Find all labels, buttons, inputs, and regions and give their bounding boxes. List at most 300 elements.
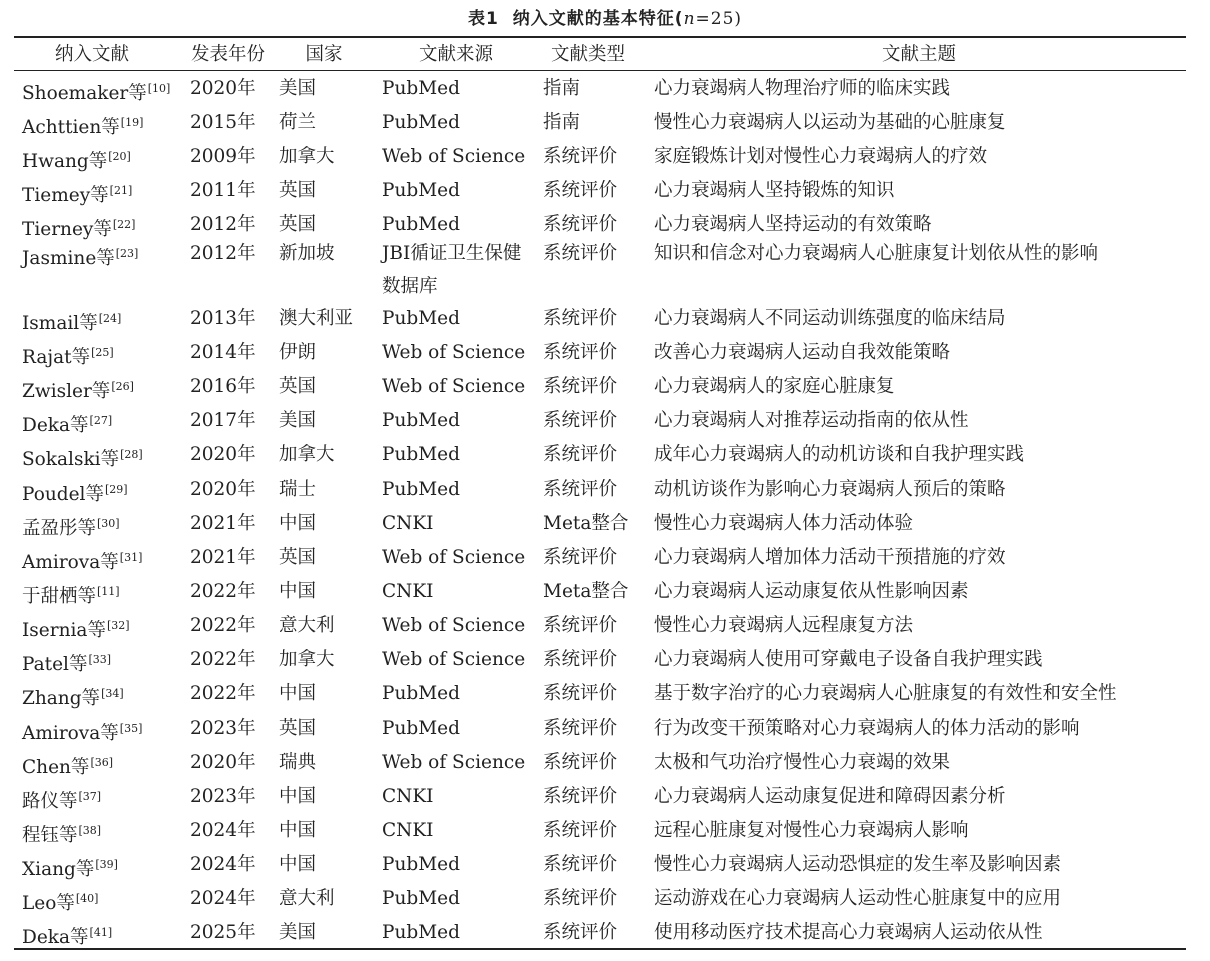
cell-country bbox=[279, 210, 316, 240]
sample-size-value: =25) bbox=[695, 9, 743, 29]
cell-topic bbox=[654, 748, 950, 778]
cell-author bbox=[22, 475, 128, 510]
cell-source-text: CNKI bbox=[382, 820, 434, 841]
cell-topic-text: 动机访谈作为影响心力衰竭病人预后的策略 bbox=[654, 479, 1006, 500]
cell-country-text: 中国 bbox=[279, 513, 317, 534]
cell-country bbox=[279, 372, 316, 402]
citation-reference: [33] bbox=[88, 653, 112, 666]
cell-source bbox=[382, 577, 433, 607]
cell-type-text: Meta整合 bbox=[543, 581, 629, 602]
table-row bbox=[0, 918, 1210, 952]
cell-country bbox=[279, 142, 335, 172]
table-row bbox=[0, 645, 1210, 679]
cell-topic-text: 慢性心力衰竭病人体力活动体验 bbox=[654, 513, 914, 534]
cell-type-text: 系统评价 bbox=[543, 214, 618, 235]
cell-topic-text: 慢性心力衰竭病人以运动为基础的心脏康复 bbox=[654, 112, 1006, 133]
cell-author bbox=[22, 304, 121, 339]
cell-source bbox=[382, 440, 460, 470]
cell-source bbox=[382, 611, 525, 641]
cell-type-text: 系统评价 bbox=[543, 444, 618, 465]
cell-type bbox=[543, 816, 617, 846]
cell-topic bbox=[654, 74, 950, 104]
table-row bbox=[0, 372, 1210, 406]
cell-type-text: 系统评价 bbox=[543, 888, 618, 909]
cell-year-text: 2015年 bbox=[190, 112, 256, 133]
cell-year-text: 2022年 bbox=[190, 683, 256, 704]
cell-topic bbox=[654, 509, 913, 539]
cell-country bbox=[279, 748, 316, 778]
citation-reference: [39] bbox=[95, 858, 118, 871]
cell-source-text: CNKI bbox=[382, 786, 434, 807]
cell-country-text: 美国 bbox=[279, 410, 317, 431]
cell-author bbox=[22, 406, 112, 441]
cell-topic-text: 使用移动医疗技术提高心力衰竭病人运动依从性 bbox=[654, 922, 1043, 943]
cell-author bbox=[22, 782, 101, 817]
cell-country bbox=[279, 611, 335, 641]
cell-year bbox=[190, 509, 256, 539]
cell-type bbox=[543, 304, 617, 334]
cell-country-text: 英国 bbox=[279, 718, 317, 739]
citation-reference: [20] bbox=[108, 150, 131, 163]
citation-reference: [10] bbox=[147, 82, 171, 95]
cell-year-text: 2024年 bbox=[190, 820, 256, 841]
cell-year-text: 2021年 bbox=[190, 513, 256, 534]
cell-source bbox=[382, 304, 460, 334]
cell-author-text: Ismail等 bbox=[22, 313, 98, 334]
cell-type-text: 指南 bbox=[543, 78, 581, 99]
cell-type-text: 系统评价 bbox=[543, 547, 618, 568]
cell-country bbox=[279, 645, 335, 675]
table-row bbox=[0, 543, 1210, 577]
cell-topic-text: 远程心脏康复对慢性心力衰竭病人影响 bbox=[654, 820, 969, 841]
cell-type bbox=[543, 74, 580, 104]
cell-topic bbox=[654, 475, 1006, 505]
cell-type-text: 系统评价 bbox=[543, 146, 618, 167]
cell-type bbox=[543, 782, 617, 812]
cell-source bbox=[382, 475, 460, 505]
citation-reference: [38] bbox=[78, 824, 102, 837]
cell-country-text: 英国 bbox=[279, 180, 317, 201]
cell-type-text: 系统评价 bbox=[543, 410, 618, 431]
table-row bbox=[0, 237, 1210, 303]
cell-country bbox=[279, 816, 316, 846]
cell-topic-text: 心力衰竭病人的家庭心脏康复 bbox=[654, 376, 895, 397]
cell-country-text: 意大利 bbox=[279, 888, 335, 909]
cell-year bbox=[190, 108, 256, 138]
cell-year bbox=[190, 475, 256, 505]
cell-topic bbox=[654, 338, 950, 368]
cell-source-text: Web of Science bbox=[382, 752, 526, 773]
cell-year-text: 2014年 bbox=[190, 342, 256, 363]
column-header-year: 发表年份 bbox=[190, 44, 265, 65]
cell-author-text: 于甜栖等 bbox=[22, 586, 97, 607]
cell-source bbox=[382, 816, 433, 846]
cell-year bbox=[190, 577, 256, 607]
cell-topic-text: 心力衰竭病人坚持运动的有效策略 bbox=[654, 214, 932, 235]
cell-author-text: Chen等 bbox=[22, 757, 90, 778]
cell-year bbox=[190, 406, 256, 436]
cell-source bbox=[382, 884, 460, 914]
cell-type-text: Meta整合 bbox=[543, 513, 629, 534]
cell-type-text: 系统评价 bbox=[543, 479, 618, 500]
cell-source bbox=[382, 714, 460, 744]
table-row bbox=[0, 509, 1210, 543]
cell-topic bbox=[654, 210, 932, 240]
cell-source bbox=[382, 782, 433, 812]
cell-country-text: 伊朗 bbox=[279, 342, 317, 363]
cell-type bbox=[543, 645, 617, 675]
cell-country-text: 澳大利亚 bbox=[279, 308, 354, 329]
citation-reference: [19] bbox=[120, 116, 144, 129]
citation-reference: [31] bbox=[119, 551, 143, 564]
cell-country bbox=[279, 475, 316, 505]
cell-country bbox=[279, 850, 316, 880]
cell-topic-text: 行为改变干预策略对心力衰竭病人的体力活动的影响 bbox=[654, 718, 1080, 739]
cell-year bbox=[190, 918, 256, 948]
cell-source bbox=[382, 210, 460, 240]
cell-year bbox=[190, 142, 256, 172]
cell-type bbox=[543, 142, 617, 172]
cell-year bbox=[190, 74, 256, 104]
cell-author bbox=[22, 577, 120, 612]
cell-author bbox=[22, 108, 143, 143]
cell-author bbox=[22, 748, 113, 783]
cell-country-text: 瑞典 bbox=[279, 752, 317, 773]
cell-type bbox=[543, 372, 617, 402]
cell-country bbox=[279, 884, 335, 914]
cell-type bbox=[543, 440, 617, 470]
cell-type-text: 系统评价 bbox=[543, 615, 618, 636]
cell-author bbox=[22, 645, 111, 680]
cell-source-text: Web of Science bbox=[382, 342, 526, 363]
cell-type-text: 系统评价 bbox=[543, 649, 618, 670]
cell-type-text: 系统评价 bbox=[543, 308, 618, 329]
citation-reference: [37] bbox=[78, 790, 102, 803]
cell-author-text: Xiang等 bbox=[22, 859, 95, 880]
cell-author-text: Zhang等 bbox=[22, 688, 101, 709]
citation-reference: [32] bbox=[106, 619, 130, 632]
cell-year bbox=[190, 748, 256, 778]
cell-author-text: Patel等 bbox=[22, 654, 88, 675]
citation-reference: [36] bbox=[90, 756, 114, 769]
cell-country bbox=[279, 440, 335, 470]
cell-year bbox=[190, 210, 256, 240]
cell-type-text: 系统评价 bbox=[543, 786, 618, 807]
cell-country-text: 英国 bbox=[279, 214, 317, 235]
cell-country-text: 新加坡 bbox=[279, 243, 335, 264]
citation-reference: [35] bbox=[119, 722, 143, 735]
cell-year-text: 2020年 bbox=[190, 752, 256, 773]
cell-country bbox=[279, 679, 316, 709]
cell-topic-text: 慢性心力衰竭病人远程康复方法 bbox=[654, 615, 914, 636]
cell-year bbox=[190, 176, 256, 206]
cell-source-text: PubMed bbox=[382, 78, 460, 99]
citation-reference: [40] bbox=[75, 892, 99, 905]
cell-topic-text: 成年心力衰竭病人的动机访谈和自我护理实践 bbox=[654, 444, 1025, 465]
cell-country bbox=[279, 577, 316, 607]
table-row bbox=[0, 577, 1210, 611]
cell-topic-text: 心力衰竭病人增加体力活动干预措施的疗效 bbox=[654, 547, 1006, 568]
cell-topic-text: 运动游戏在心力衰竭病人运动性心脏康复中的应用 bbox=[654, 888, 1062, 909]
cell-year-text: 2023年 bbox=[190, 718, 256, 739]
column-header-country: 国家 bbox=[305, 44, 343, 65]
cell-country-text: 加拿大 bbox=[279, 146, 335, 167]
cell-author-text: Sokalski等 bbox=[22, 449, 120, 470]
cell-year bbox=[190, 372, 256, 402]
cell-country bbox=[279, 782, 316, 812]
cell-topic bbox=[654, 645, 1043, 675]
cell-type bbox=[543, 406, 617, 436]
citation-reference: [28] bbox=[120, 448, 143, 461]
table-row bbox=[0, 406, 1210, 440]
cell-author bbox=[22, 679, 124, 714]
table-header-rule bbox=[14, 70, 1186, 71]
citation-reference: [30] bbox=[97, 517, 120, 530]
cell-topic bbox=[654, 372, 895, 402]
citation-reference: [11] bbox=[97, 585, 120, 598]
cell-topic bbox=[654, 577, 969, 607]
cell-country-text: 中国 bbox=[279, 854, 317, 875]
cell-country bbox=[279, 918, 316, 948]
cell-type-text: 系统评价 bbox=[543, 376, 618, 397]
cell-country-text: 美国 bbox=[279, 78, 317, 99]
cell-topic bbox=[654, 304, 1006, 334]
table-row bbox=[0, 108, 1210, 142]
cell-topic bbox=[654, 679, 1117, 709]
citation-reference: [26] bbox=[111, 380, 134, 393]
cell-author bbox=[22, 237, 138, 275]
cell-type-text: 系统评价 bbox=[543, 243, 618, 264]
cell-country bbox=[279, 108, 316, 138]
table-row bbox=[0, 679, 1210, 713]
cell-topic-text: 心力衰竭病人运动康复依从性影响因素 bbox=[654, 581, 969, 602]
cell-country bbox=[279, 74, 316, 104]
cell-author-text: Poudel等 bbox=[22, 484, 104, 505]
table-row bbox=[0, 714, 1210, 748]
cell-year-text: 2012年 bbox=[190, 243, 256, 264]
cell-type-text: 系统评价 bbox=[543, 854, 618, 875]
column-header-type: 文献类型 bbox=[550, 44, 625, 65]
cell-topic bbox=[654, 543, 1006, 573]
cell-source-text: Web of Science bbox=[382, 547, 526, 568]
citation-reference: [27] bbox=[89, 414, 113, 427]
cell-author-text: Achttien等 bbox=[22, 117, 120, 138]
cell-topic-text: 心力衰竭病人使用可穿戴电子设备自我护理实践 bbox=[654, 649, 1043, 670]
cell-type-text: 系统评价 bbox=[543, 922, 618, 943]
cell-source-text: PubMed bbox=[382, 444, 460, 465]
cell-topic-text: 心力衰竭病人不同运动训练强度的临床结局 bbox=[654, 308, 1006, 329]
cell-author bbox=[22, 176, 132, 211]
cell-source-text: Web of Science bbox=[382, 615, 526, 636]
cell-topic bbox=[654, 142, 987, 172]
column-header-topic: 文献主题 bbox=[881, 44, 956, 65]
cell-source bbox=[382, 645, 525, 675]
table-row bbox=[0, 884, 1210, 918]
cell-year bbox=[190, 543, 256, 573]
cell-country-text: 英国 bbox=[279, 547, 317, 568]
cell-author bbox=[22, 816, 101, 851]
cell-type-text: 指南 bbox=[543, 112, 581, 133]
cell-type bbox=[543, 108, 580, 138]
citation-reference: [29] bbox=[104, 483, 128, 496]
cell-country-text: 中国 bbox=[279, 820, 317, 841]
cell-year-text: 2022年 bbox=[190, 649, 256, 670]
cell-topic-text: 知识和信念对心力衰竭病人心脏康复计划依从性的影响 bbox=[654, 243, 1099, 264]
cell-year-text: 2020年 bbox=[190, 78, 256, 99]
table-top-rule bbox=[14, 36, 1186, 38]
cell-year-text: 2020年 bbox=[190, 444, 256, 465]
cell-author bbox=[22, 338, 114, 373]
cell-country-text: 瑞士 bbox=[279, 479, 317, 500]
cell-type-text: 系统评价 bbox=[543, 180, 618, 201]
cell-topic bbox=[654, 237, 1098, 270]
table-row bbox=[0, 850, 1210, 884]
citation-reference: [22] bbox=[112, 218, 136, 231]
cell-author-text: Isernia等 bbox=[22, 620, 106, 641]
cell-year-text: 2025年 bbox=[190, 922, 256, 943]
cell-author-text: Amirova等 bbox=[22, 723, 119, 744]
cell-year-text: 2012年 bbox=[190, 214, 256, 235]
cell-source-text: CNKI bbox=[382, 581, 434, 602]
cell-type-text: 系统评价 bbox=[543, 820, 618, 841]
cell-topic bbox=[654, 884, 1061, 914]
cell-author bbox=[22, 543, 142, 578]
cell-country-text: 美国 bbox=[279, 922, 317, 943]
cell-author-text: Tiemey等 bbox=[22, 185, 109, 206]
cell-author bbox=[22, 611, 130, 646]
cell-topic bbox=[654, 918, 1043, 948]
cell-topic bbox=[654, 816, 969, 846]
cell-year-text: 2017年 bbox=[190, 410, 256, 431]
cell-country bbox=[279, 509, 316, 539]
cell-source bbox=[382, 176, 460, 206]
cell-topic bbox=[654, 714, 1080, 744]
cell-type bbox=[543, 714, 617, 744]
table-title: 纳入文献的基本特征( bbox=[512, 9, 684, 29]
cell-year bbox=[190, 338, 256, 368]
table-row bbox=[0, 176, 1210, 210]
cell-topic-text: 太极和气功治疗慢性心力衰竭的效果 bbox=[654, 752, 951, 773]
cell-type bbox=[543, 918, 617, 948]
cell-type bbox=[543, 475, 617, 505]
table-row bbox=[0, 142, 1210, 176]
citation-reference: [25] bbox=[91, 346, 114, 359]
cell-year-text: 2016年 bbox=[190, 376, 256, 397]
cell-source-text: PubMed bbox=[382, 308, 460, 329]
cell-year-text: 2022年 bbox=[190, 581, 256, 602]
table-row bbox=[0, 816, 1210, 850]
cell-type bbox=[543, 237, 617, 270]
cell-type bbox=[543, 884, 617, 914]
cell-year bbox=[190, 237, 256, 270]
cell-source-text: PubMed bbox=[382, 112, 460, 133]
cell-type bbox=[543, 509, 628, 539]
cell-year bbox=[190, 304, 256, 334]
cell-author bbox=[22, 918, 112, 953]
citation-reference: [24] bbox=[98, 312, 122, 325]
cell-topic-text: 慢性心力衰竭病人运动恐惧症的发生率及影响因素 bbox=[654, 854, 1062, 875]
table-row bbox=[0, 475, 1210, 509]
cell-year-text: 2024年 bbox=[190, 888, 256, 909]
cell-type bbox=[543, 543, 617, 573]
cell-source bbox=[382, 406, 460, 436]
cell-type-text: 系统评价 bbox=[543, 683, 618, 704]
cell-source bbox=[382, 372, 525, 402]
cell-author-text: Zwisler等 bbox=[22, 381, 111, 402]
cell-country-text: 加拿大 bbox=[279, 444, 335, 465]
citation-reference: [23] bbox=[115, 247, 139, 260]
table-row bbox=[0, 748, 1210, 782]
cell-topic-text: 心力衰竭病人对推荐运动指南的依从性 bbox=[654, 410, 969, 431]
cell-topic bbox=[654, 611, 913, 641]
cell-author-text: Deka等 bbox=[22, 415, 89, 436]
cell-source bbox=[382, 850, 460, 880]
cell-topic-text: 改善心力衰竭病人运动自我效能策略 bbox=[654, 342, 951, 363]
cell-year-text: 2023年 bbox=[190, 786, 256, 807]
cell-year bbox=[190, 782, 256, 812]
cell-type bbox=[543, 338, 617, 368]
cell-source bbox=[382, 108, 460, 138]
cell-country bbox=[279, 176, 316, 206]
cell-source-text: PubMed bbox=[382, 854, 460, 875]
cell-source-text: PubMed bbox=[382, 718, 460, 739]
cell-topic bbox=[654, 406, 969, 436]
table-caption bbox=[0, 4, 1210, 29]
cell-topic bbox=[654, 440, 1024, 470]
cell-topic-text: 心力衰竭病人运动康复促进和障碍因素分析 bbox=[654, 786, 1006, 807]
cell-country-text: 中国 bbox=[279, 581, 317, 602]
cell-source bbox=[382, 543, 525, 573]
cell-country-text: 英国 bbox=[279, 376, 317, 397]
cell-author bbox=[22, 440, 143, 475]
cell-country bbox=[279, 237, 335, 270]
cell-year bbox=[190, 679, 256, 709]
cell-author-text: Leo等 bbox=[22, 893, 75, 914]
cell-author-text: 孟盈彤等 bbox=[22, 518, 97, 539]
cell-type bbox=[543, 850, 617, 880]
cell-author bbox=[22, 509, 120, 544]
cell-year bbox=[190, 850, 256, 880]
cell-topic bbox=[654, 782, 1006, 812]
cell-year bbox=[190, 816, 256, 846]
cell-author bbox=[22, 850, 118, 885]
cell-author-text: Deka等 bbox=[22, 927, 89, 948]
cell-country bbox=[279, 338, 316, 368]
cell-source-text: PubMed bbox=[382, 180, 460, 201]
cell-type bbox=[543, 176, 617, 206]
cell-year bbox=[190, 611, 256, 641]
cell-author-text: Rajat等 bbox=[22, 347, 91, 368]
cell-author bbox=[22, 884, 98, 919]
cell-author-text: Hwang等 bbox=[22, 151, 108, 172]
cell-source bbox=[382, 142, 525, 172]
table-number: 表1 bbox=[467, 9, 499, 29]
cell-topic-text: 心力衰竭病人坚持锻炼的知识 bbox=[654, 180, 895, 201]
cell-country bbox=[279, 543, 316, 573]
cell-source-text: PubMed bbox=[382, 479, 460, 500]
citation-reference: [34] bbox=[101, 687, 124, 700]
table-row bbox=[0, 782, 1210, 816]
cell-author-text: Jasmine等 bbox=[22, 248, 115, 269]
cell-source bbox=[382, 748, 525, 778]
cell-year-text: 2024年 bbox=[190, 854, 256, 875]
cell-year bbox=[190, 440, 256, 470]
table-header bbox=[0, 40, 1210, 70]
cell-topic-text: 家庭锻炼计划对慢性心力衰竭病人的疗效 bbox=[654, 146, 988, 167]
cell-country bbox=[279, 714, 316, 744]
table-row bbox=[0, 304, 1210, 338]
cell-source-text: PubMed bbox=[382, 214, 460, 235]
